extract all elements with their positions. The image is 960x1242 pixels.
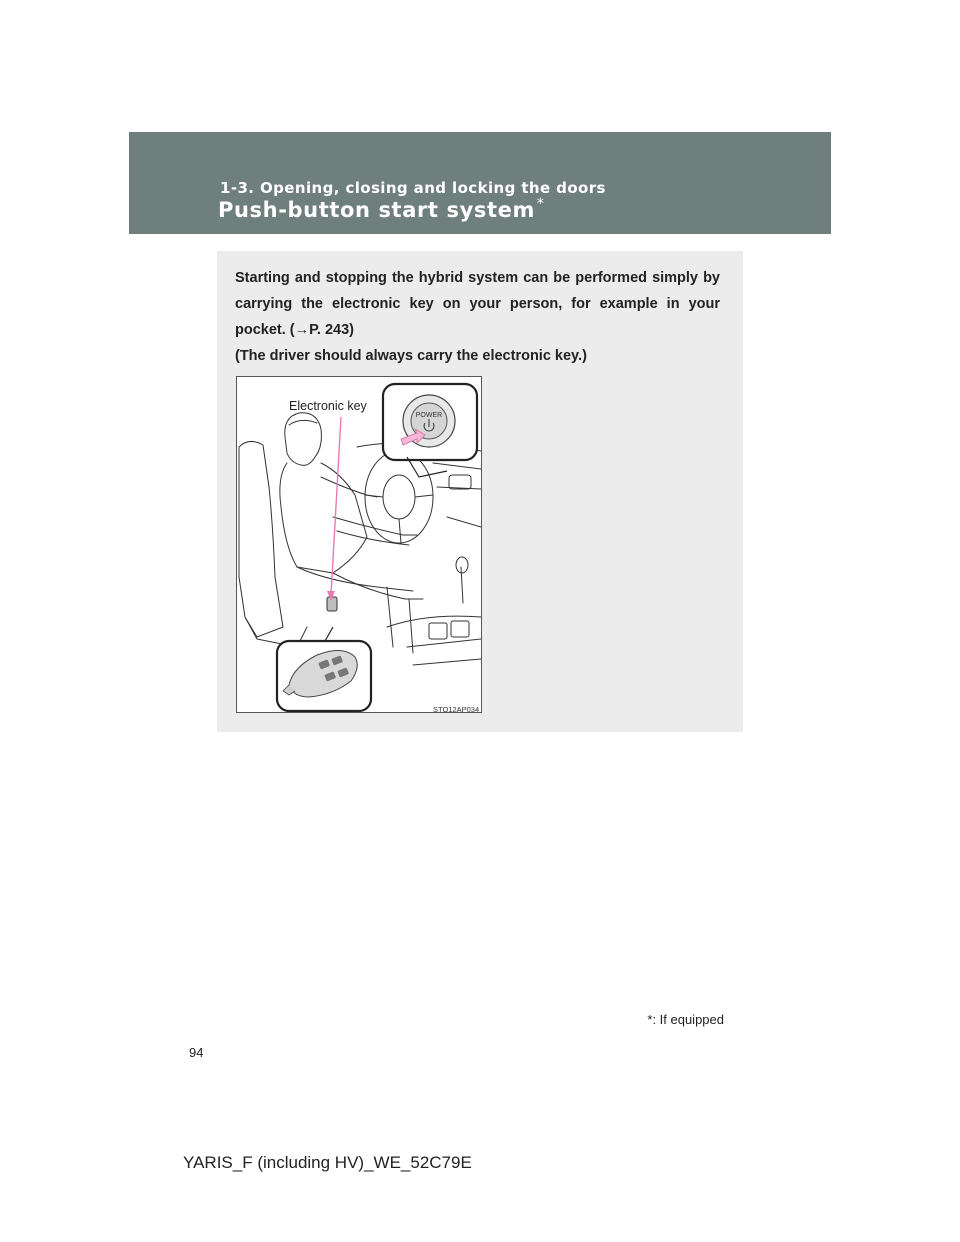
intro-text	[235, 265, 720, 369]
page-number: 94	[189, 1045, 204, 1060]
intro-box	[217, 251, 743, 732]
page-title-text: Push-button start system	[218, 198, 535, 222]
asterisk-mark: *	[536, 196, 545, 212]
key-fob-callout	[277, 627, 371, 711]
figure-label-electronic-key: Electronic key	[289, 399, 367, 413]
driver-illustration	[237, 377, 481, 712]
seat-back	[239, 441, 283, 637]
asterisk-mark: *	[647, 1012, 653, 1027]
figure-code: STO12AP034	[433, 705, 480, 714]
section-heading: 1-3. Opening, closing and locking the doors	[220, 179, 606, 197]
intro-line: carrying the electronic key on your person, for example in your	[235, 296, 720, 312]
document-id: YARIS_F (including HV)_WE_52C79E	[183, 1153, 472, 1172]
key-in-pocket	[327, 597, 337, 611]
page-title	[218, 198, 545, 222]
footnote	[647, 1012, 724, 1027]
illustration-driver-with-key	[236, 376, 482, 713]
driver-torso	[280, 463, 367, 573]
intro-line: pocket. (→P. 243)	[235, 322, 355, 338]
intro-line: (The driver should always carry the electronic key.)	[235, 348, 587, 364]
chapter-header	[129, 132, 831, 234]
power-button-text: POWER	[415, 412, 443, 419]
intro-line: Starting and stopping the hybrid system can be performed simply by	[235, 270, 720, 286]
footnote-text: : If equipped	[652, 1012, 724, 1027]
center-console	[387, 616, 481, 627]
power-button-callout	[383, 384, 477, 477]
